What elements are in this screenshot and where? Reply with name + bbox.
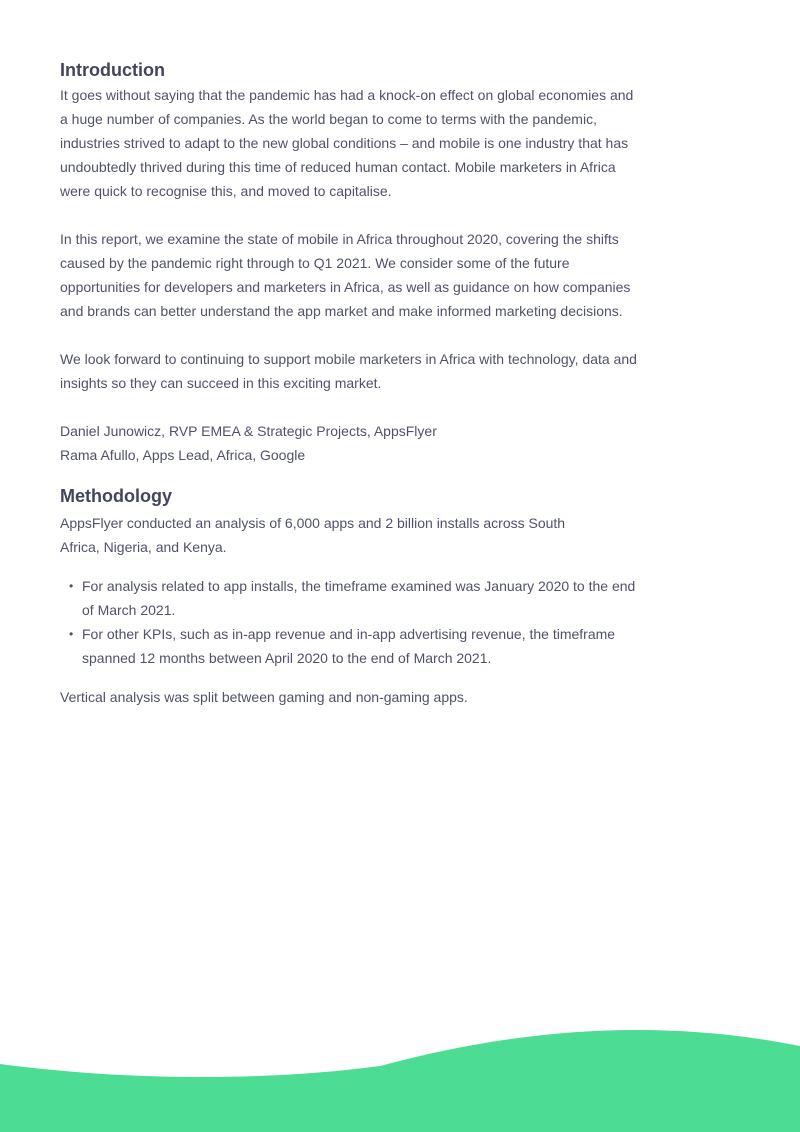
methodology-intro: AppsFlyer conducted an analysis of 6,000 apps and 2 billion installs across South Africa, Nigeria, and Kenya. — [60, 515, 566, 555]
introduction-heading: Introduction — [60, 60, 165, 80]
wave-shape — [0, 1030, 800, 1132]
methodology-footer: Vertical analysis was split between gaming and non-gaming apps. — [60, 689, 468, 705]
list-item — [60, 622, 640, 670]
methodology-bullet-list — [60, 574, 640, 670]
list-item-text: For other KPIs, such as in-app revenue and in-app advertising revenue, the timeframe spanned 12 months between April 2020 to the end of March 2021. — [82, 626, 616, 666]
list-item — [60, 574, 640, 622]
methodology-heading: Methodology — [60, 486, 172, 506]
introduction-paragraph-2: In this report, we examine the state of mobile in Africa throughout 2020, covering the shifts caused by the pandemic right through to Q1 2021. We consider some of the future opportunities for developers and marketers in Africa, as well as guidance on how companies and brands can better understand the app market and make informed marketing decisions. — [60, 231, 631, 319]
page-content — [60, 58, 640, 709]
green-wave-decoration — [0, 1012, 800, 1132]
introduction-paragraph-1: It goes without saying that the pandemic has had a knock-on effect on global economies and a huge number of companies. As the world began to come to terms with the pandemic, industries strived to adapt to the new global conditions – and mobile is one industry that has undoubtedly thrived during this time of reduced human contact. Mobile marketers in Africa were quick to recognise this, and moved to capitalise. — [60, 87, 634, 199]
signature-2: Rama Afullo, Apps Lead, Africa, Google — [60, 447, 306, 463]
signature-1: Daniel Junowicz, RVP EMEA & Strategic Projects, AppsFlyer — [60, 423, 437, 439]
list-item-text: For analysis related to app installs, the timeframe examined was January 2020 to the end of March 2021. — [82, 578, 636, 618]
introduction-paragraph-3: We look forward to continuing to support mobile marketers in Africa with technology, data and insights so they can succeed in this exciting market. — [60, 351, 637, 391]
bullet-icon: • — [69, 627, 74, 641]
bullet-icon: • — [69, 579, 74, 593]
